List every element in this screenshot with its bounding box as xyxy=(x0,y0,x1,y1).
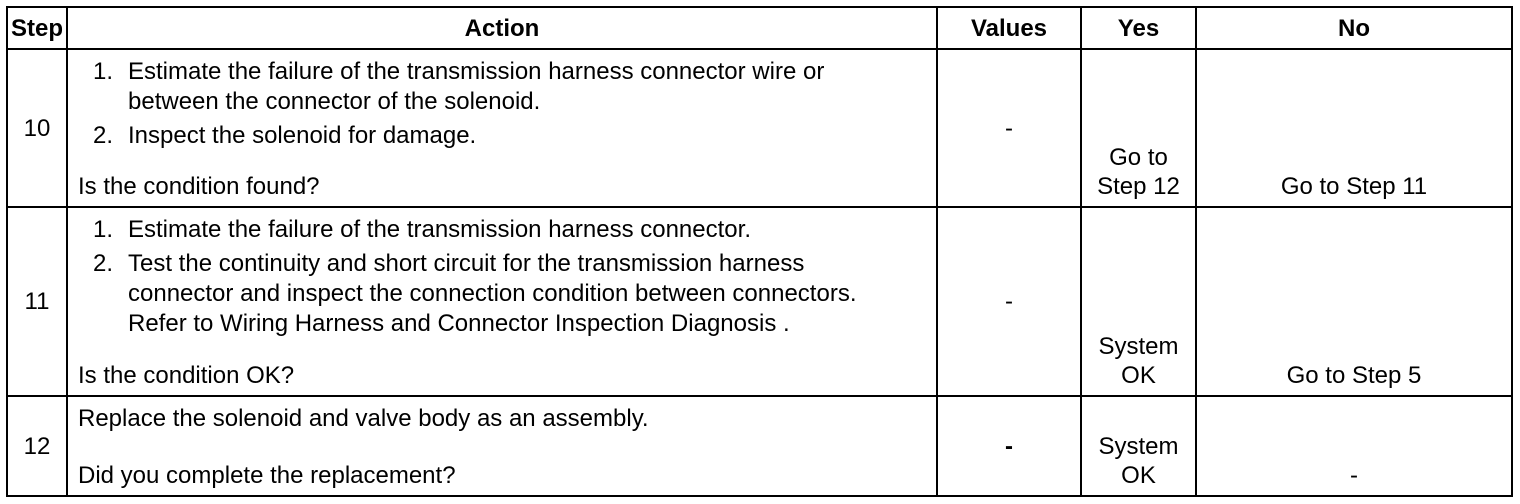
yes-result-line: Step 12 xyxy=(1097,173,1180,200)
action-instruction: Replace the solenoid and valve body as an assembly. xyxy=(78,405,649,432)
action-item-line: connector and inspect the connection condition between connectors. xyxy=(128,280,857,307)
yes-result-line: System xyxy=(1098,433,1179,460)
header-no: No xyxy=(1197,8,1511,50)
row-12-no xyxy=(1197,397,1511,495)
row-10-step-number: 10 xyxy=(8,50,68,208)
condition-question: Is the condition found? xyxy=(78,173,320,200)
yes-result-line: OK xyxy=(1121,362,1156,389)
action-list-item xyxy=(93,249,926,339)
row-10-yes xyxy=(1082,50,1197,208)
action-item-line: Estimate the failure of the transmission harness connector. xyxy=(128,216,751,243)
row-11-no xyxy=(1197,208,1511,397)
action-list-item xyxy=(93,57,926,117)
diagnostic-table xyxy=(6,6,1513,497)
row-12-action xyxy=(68,397,938,495)
action-item-number: 2. xyxy=(93,122,114,149)
action-item-text xyxy=(128,249,856,339)
action-item-line: Estimate the failure of the transmission harness connector wire or xyxy=(128,58,825,85)
header-values: Values xyxy=(938,8,1082,50)
action-item-number: 1. xyxy=(93,58,114,85)
action-item-line: Inspect the solenoid for damage. xyxy=(128,122,477,149)
row-10-values: - xyxy=(938,50,1082,208)
header-yes: Yes xyxy=(1082,8,1197,50)
header-step: Step xyxy=(8,8,68,50)
action-item-line: between the connector of the solenoid. xyxy=(128,88,541,115)
row-12-step-number: 12 xyxy=(8,397,68,495)
condition-question: Did you complete the replacement? xyxy=(78,462,456,489)
action-item-line: Refer to Wiring Harness and Connector Inspection Diagnosis . xyxy=(128,310,790,337)
action-item-text xyxy=(128,121,476,151)
yes-result-line: Go to xyxy=(1109,144,1168,171)
action-item-line: Test the continuity and short circuit for the transmission harness xyxy=(128,250,805,277)
yes-result-line: System xyxy=(1098,333,1179,360)
action-list-item xyxy=(93,215,926,245)
no-result-line: Go to Step 5 xyxy=(1286,362,1422,389)
row-10-no xyxy=(1197,50,1511,208)
no-result-line: - xyxy=(1350,462,1358,489)
action-item-number: 1. xyxy=(93,216,114,243)
row-12-values: - xyxy=(938,397,1082,495)
header-action: Action xyxy=(68,8,938,50)
row-11-action xyxy=(68,208,938,397)
row-12-yes xyxy=(1082,397,1197,495)
condition-question: Is the condition OK? xyxy=(78,362,295,389)
action-item-number: 2. xyxy=(93,250,114,277)
yes-result-line: OK xyxy=(1121,462,1156,489)
row-10-action xyxy=(68,50,938,208)
row-11-yes xyxy=(1082,208,1197,397)
row-11-values: - xyxy=(938,208,1082,397)
action-item-text xyxy=(128,215,751,245)
no-result-line: Go to Step 11 xyxy=(1280,173,1428,200)
row-11-step-number: 11 xyxy=(8,208,68,397)
action-list-item xyxy=(93,121,926,151)
action-item-text xyxy=(128,57,824,117)
